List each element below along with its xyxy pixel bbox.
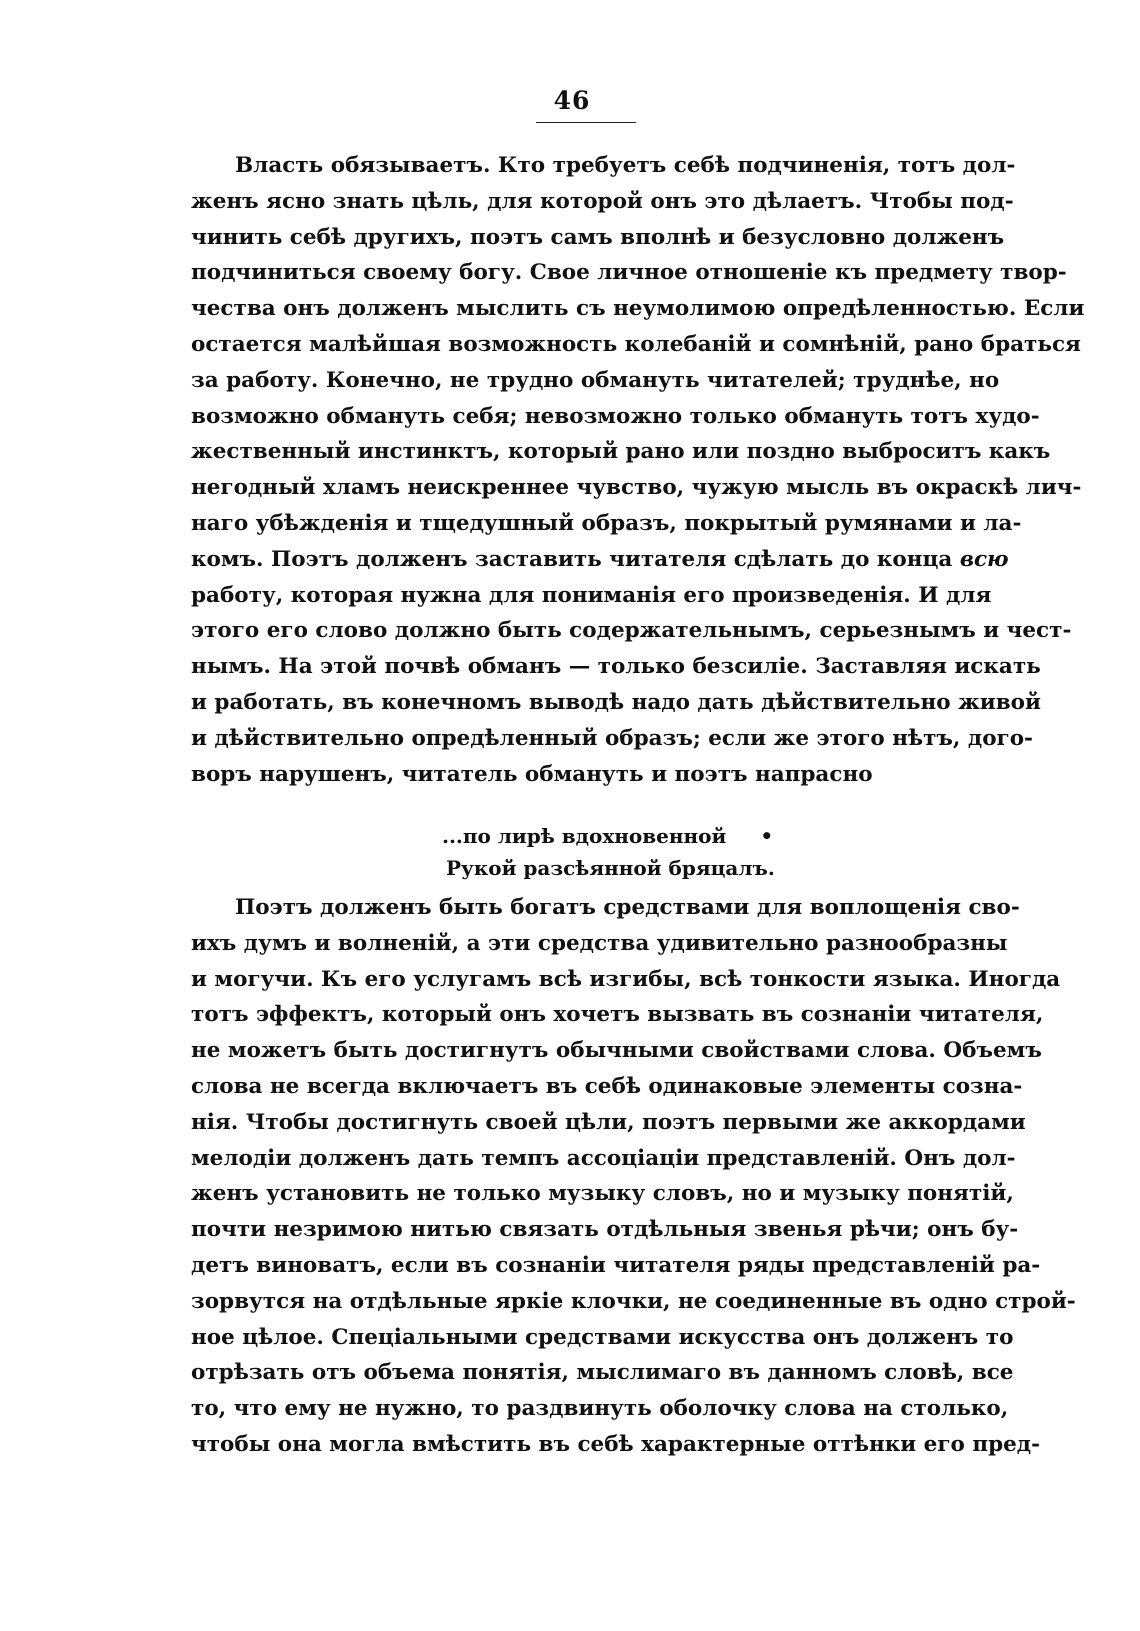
paragraph-line: детъ виноватъ, если въ сознаніи читателя ряды представленій ра- (191, 1252, 1041, 1278)
page-number-rule (536, 122, 636, 123)
paragraph-line: не можетъ быть достигнутъ обычными свойствами слова. Объемъ (191, 1038, 1042, 1064)
paragraph-line: Власть обязываетъ. Кто требуетъ себѣ подчиненія, тотъ дол- (235, 153, 1016, 178)
paragraph-line: Поэтъ долженъ быть богатъ средствами для воплощенія сво- (235, 895, 1020, 920)
paragraph-line: почти незримою нитью связать отдѣльныя звенья рѣчи; онъ бу- (191, 1217, 1019, 1243)
paragraph-line: женъ ясно знать цѣль, для которой онъ это дѣлаетъ. Чтобы под- (191, 188, 1014, 214)
paragraph-line: и дѣйствительно опредѣленный образъ; если же этого нѣтъ, дого- (191, 725, 1033, 751)
paragraph-line: тотъ эффектъ, который онъ хочетъ вызвать въ сознаніи читателя, (191, 1002, 1044, 1028)
paragraph-line: чинить себѣ другихъ, поэтъ самъ вполнѣ и безусловно долженъ (191, 224, 1005, 250)
paragraph-line: наго убѣжденія и тщедушный образъ, покрытый румянами и ла- (191, 510, 1022, 536)
paragraph-line: и могучи. Къ его услугамъ всѣ изгибы, всѣ тонкости языка. Иногда (191, 966, 1061, 992)
page-number: 46 (553, 86, 591, 115)
paragraph-line: нія. Чтобы достигнуть своей цѣли, поэтъ первыми же аккордами (191, 1109, 1026, 1135)
paragraph-line: жественный инстинктъ, который рано или поздно выброситъ какъ (191, 439, 1051, 465)
paragraph-line: возможно обмануть себя; невозможно только обмануть тотъ худо- (191, 403, 1040, 429)
paragraph-line: ихъ думъ и волненій, а эти средства удивительно разнообразны (191, 930, 1008, 956)
paragraph-line: негодный хламъ неискреннее чувство, чужую мысль въ окраскѣ лич- (191, 475, 1082, 501)
paragraph-line: работу, которая нужна для пониманія его произведенія. И для (191, 582, 992, 608)
verse-quote (400, 820, 800, 884)
paragraph-line: подчиниться своему богу. Свое личное отношеніе къ предмету твор- (191, 260, 1067, 286)
quote-mark: • (760, 824, 774, 848)
quote-line-text: ...по лирѣ вдохновенной (442, 824, 727, 848)
paragraph-line: воръ нарушенъ, читатель обмануть и поэтъ напрасно (191, 761, 873, 787)
paragraph-line: за работу. Конечно, не трудно обмануть читателей; труднѣе, но (191, 367, 1000, 393)
paragraph-line: зорвутся на отдѣльные яркіе клочки, не соединенные въ одно строй- (191, 1288, 1076, 1314)
paragraph-line: женъ установить не только музыку словъ, но и музыку понятій, (191, 1181, 1014, 1207)
paragraph-2 (191, 890, 1076, 1463)
paragraph-line: и работать, въ конечномъ выводѣ надо дать дѣйствительно живой (191, 689, 1041, 715)
paragraph-line: нымъ. На этой почвѣ обманъ — только безсиліе. Заставляя искать (191, 654, 1041, 680)
paragraph-line: этого его слово должно быть содержательнымъ, серьезнымъ и чест- (191, 618, 1072, 644)
paragraph-line: отрѣзать отъ объема понятія, мыслимаго въ данномъ словѣ, все (191, 1360, 1014, 1386)
paragraph-line: чества онъ долженъ мыслить съ неумолимою опредѣленностью. Если (191, 296, 1085, 322)
paragraph-line: слова не всегда включаетъ въ себѣ одинаковые элементы созна- (191, 1073, 1023, 1099)
paragraph-line: то, что ему не нужно, то раздвинуть оболочку слова на столько, (191, 1396, 1009, 1422)
paragraph-line-with-italic (191, 542, 1009, 578)
quote-line: Рукой разсѣянной бряцалъ. (446, 856, 775, 880)
line-text: комъ. Поэтъ долженъ заставить читателя сдѣлать до конца (191, 546, 953, 572)
paragraph-line: ное цѣлое. Спеціальными средствами искусства онъ долженъ то (191, 1324, 1014, 1350)
paragraph-1 (191, 148, 1085, 792)
quote-line (400, 820, 800, 852)
paragraph-line: мелодіи долженъ дать темпъ ассоціаціи представленій. Онъ дол- (191, 1145, 1016, 1171)
paragraph-line: остается малѣйшая возможность колебаній и сомнѣній, рано браться (191, 331, 1081, 357)
paragraph-line: чтобы она могла вмѣстить въ себѣ характерные оттѣнки его пред- (191, 1431, 1041, 1457)
italic-word: всю (959, 546, 1009, 572)
